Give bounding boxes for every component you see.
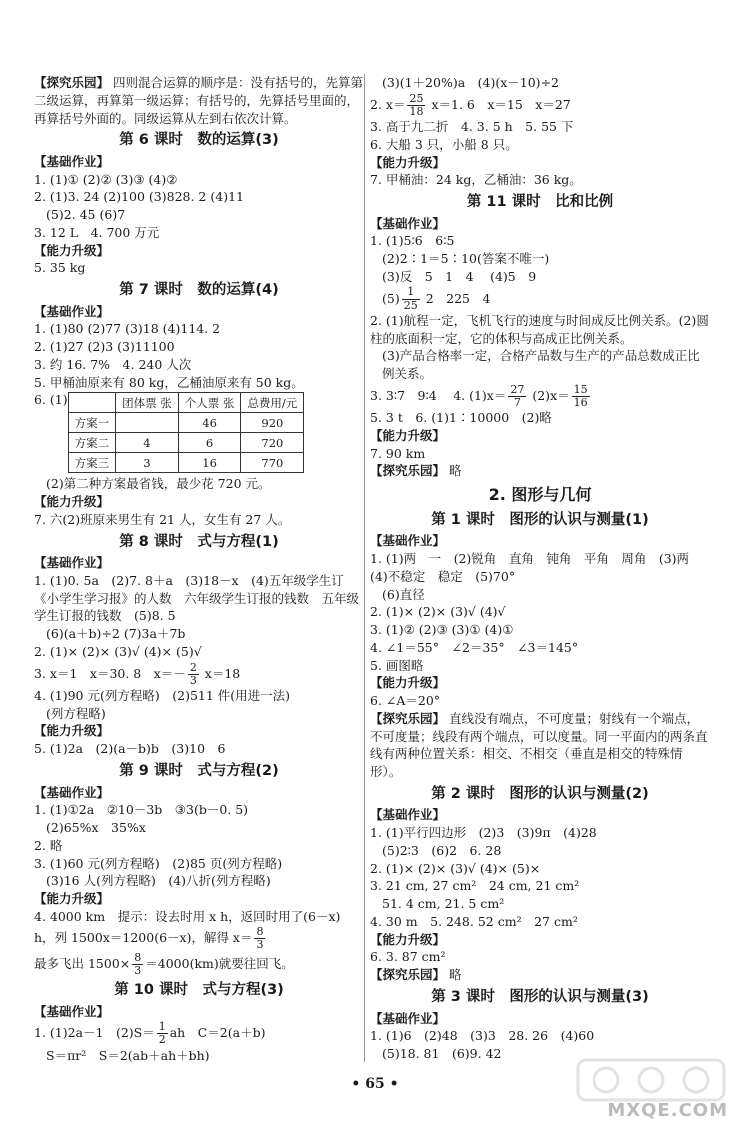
answer-line: 6. 3. 87 cm²: [370, 949, 446, 965]
answer-line: (5)2∶3 (6)2 6. 28: [382, 842, 502, 858]
denominator: 7: [513, 395, 521, 409]
geometry-lesson-2-title: 第 2 课时 图形的认识与测量(2): [431, 785, 649, 802]
answer-part: 2. x＝: [370, 96, 406, 112]
answer-line: 4. ∠1＝55° ∠2＝35° ∠3＝145°: [370, 639, 579, 655]
answer-part: (3)反 5 1 4: [382, 268, 474, 284]
answer-part: 4. (1)x＝: [453, 387, 507, 403]
fraction: [188, 662, 199, 687]
denominator: 18: [409, 104, 424, 118]
explore-line: [370, 966, 710, 984]
answer-line: (3)(1＋20%)a (4)(x－10)÷2: [382, 75, 559, 90]
numerator: 15: [573, 382, 588, 396]
answer-line: (5)18. 81 (6)9. 42: [382, 1046, 502, 1062]
basic-tag: 【基础作业】: [34, 555, 110, 571]
ability-tag: 【能力升级】: [370, 675, 446, 691]
answer-line: 6. ∠A＝20°: [370, 693, 441, 709]
lesson-11-title: 第 11 课时 比和比例: [466, 194, 614, 210]
table-row: [68, 453, 304, 473]
answer-part: 最多飞出 1500×: [34, 955, 131, 971]
basic-tag: 【基础作业】: [370, 1010, 446, 1026]
answer-line: (2)2∶1＝5∶10(答案不唯一): [382, 251, 550, 267]
denominator: 16: [573, 395, 588, 409]
answer-line: (2)65%x 35%x: [46, 820, 146, 836]
answer-line: 7. 90 km: [370, 445, 426, 461]
answer-line: 2. (1)× (2)× (3)√ (4)× (5)×: [370, 860, 541, 876]
answer-line: 4. 30 m 5. 248. 52 cm² 27 cm²: [370, 913, 578, 929]
fraction: [402, 286, 420, 311]
answer-line: (3)产品合格率一定，合格产品数与生产的产品总数成正比例关系。: [382, 348, 700, 382]
answer-line: 5. (1)2a (2)(a－b)b (3)10 6: [34, 741, 226, 757]
explore-tag: 【探究乐园】: [370, 463, 446, 479]
explore-text: 略: [449, 463, 462, 479]
ability-tag: 【能力升级】: [34, 891, 110, 907]
answer-part: 3. x＝1 x＝30. 8 x＝－: [34, 665, 186, 681]
ability-tag: 【能力升级】: [370, 427, 446, 443]
answer-part: x＝1. 6 x＝15 x＝27: [431, 96, 571, 112]
answer-line: 1. (1)两 一 (2)锐角 直角 钝角 平角 周角 (3)两 (4)不稳定 稳定 (5)70°: [370, 551, 702, 584]
table-cell: 4: [116, 433, 179, 453]
fraction: [157, 1021, 168, 1046]
answer-line: 5. 甲桶油原来有 80 kg，乙桶油原来有 50 kg。: [34, 374, 304, 390]
ability-tag: 【能力升级】: [34, 494, 110, 510]
numerator: 27: [510, 382, 525, 396]
answer-line: [34, 661, 364, 687]
answer-part: (5): [382, 290, 400, 306]
answer-line: 1. (1)6 (2)48 (3)3 28. 26 (4)60: [370, 1028, 595, 1044]
table-header-cell: [68, 393, 116, 413]
table-cell: 方案一: [68, 413, 116, 433]
table-cell: [116, 413, 179, 433]
answer-line: 3. (1)② (2)③ (3)① (4)①: [370, 622, 514, 638]
numerator: 8: [256, 924, 264, 938]
table-cell: 方案二: [68, 433, 116, 453]
answer-line: 3. (1)60 元(列方程略) (2)85 页(列方程略): [34, 855, 283, 871]
lesson-6-title: 第 6 课时 数的运算(3): [119, 132, 279, 149]
fraction: [572, 384, 590, 409]
explore-line: [370, 462, 710, 480]
fraction: [407, 93, 425, 118]
table-cell: 46: [178, 413, 241, 433]
denominator: 3: [189, 673, 197, 687]
answer-part: 3. 3∶7 9∶4: [370, 387, 437, 403]
answer-line: 2. (1)航程一定，飞机飞行的速度与时间成反比例关系。(2)圆柱的底面积一定，它的体积与高成正比例关系。: [370, 312, 709, 346]
answer-line: 1. (1)平行四边形 (2)3 (3)9π (4)28: [370, 825, 597, 841]
ability-tag: 【能力升级】: [34, 242, 110, 258]
answer-line: 3. 12 L 4. 700 万元: [34, 224, 160, 240]
answer-line: 2. (1)× (2)× (3)√ (4)× (5)√: [34, 643, 202, 659]
table-header-cell: 总费用/元: [241, 393, 304, 413]
answer-line: 2. (1)27 (2)3 (3)11100: [34, 339, 175, 355]
answer-line: 3. 21 cm, 27 cm² 24 cm, 21 cm²: [370, 878, 580, 894]
explore-paragraph: [370, 710, 710, 781]
explore-tag: 【探究乐园】: [370, 967, 446, 983]
watermark-text: MXQE.COM: [607, 1100, 728, 1121]
table-cell: 770: [241, 453, 304, 473]
explore-paragraph: [34, 74, 364, 127]
basic-tag: 【基础作业】: [34, 303, 110, 319]
numerator: 1: [158, 1020, 166, 1034]
answer-line: (3)16 人(列方程略) (4)八折(列方程略): [46, 873, 271, 889]
answer-part: 1. (1)2a－1 (2)S＝: [34, 1025, 155, 1041]
answer-line: 1. (1)0. 5a (2)7. 8＋a (3)18－x (4)五年级学生订《小学生学习报》的人数 六年级学生订报的钱数 五年级学生订报的钱数 (5)8. 5: [34, 572, 360, 624]
answer-line: [34, 625, 364, 643]
answer-line: 2. (1)× (2)× (3)√ (4)√: [370, 604, 506, 620]
ability-tag: 【能力升级】: [370, 931, 446, 947]
denominator: 3: [134, 963, 142, 977]
chapter-title: 2. 图形与几何: [488, 485, 592, 505]
answer-line: 5. 画图略: [370, 657, 424, 673]
answer-line: 51. 4 cm, 21. 5 cm²: [382, 896, 505, 912]
answer-part: (4)5 9: [490, 268, 537, 284]
fraction: [508, 384, 526, 409]
answer-line: 5. 35 kg: [34, 260, 86, 276]
answer-line: (6)直径: [382, 586, 425, 602]
answer-line: 1. (1)① (2)② (3)③ (4)②: [34, 171, 178, 187]
answer-line: [34, 951, 364, 977]
numerator: 1: [402, 286, 420, 299]
explore-text: 略: [449, 967, 462, 983]
answer-line: (2)第二种方案最省钱，最少花 720 元。: [46, 476, 271, 492]
answer-line: [34, 908, 364, 951]
lesson-8-title: 第 8 课时 式与方程(1): [119, 533, 279, 550]
answer-line: 3. 约 16. 7% 4. 240 人次: [34, 356, 192, 372]
answer-part: ＝4000(km)就要往回飞。: [145, 955, 294, 971]
answer-line: [370, 383, 710, 409]
geometry-lesson-1-title: 第 1 课时 图形的认识与测量(1): [431, 511, 649, 528]
basic-tag: 【基础作业】: [34, 784, 110, 800]
lesson-7-title: 第 7 课时 数的运算(4): [119, 282, 279, 299]
table-header-row: [68, 393, 304, 413]
table-cell: 920: [241, 413, 304, 433]
basic-tag: 【基础作业】: [370, 215, 446, 231]
answer-line: [34, 1020, 364, 1046]
table-cell: 6: [178, 433, 241, 453]
answer-part: (6)(a＋b)÷2: [46, 626, 120, 642]
numerator: 25: [409, 91, 424, 105]
table-cell: 3: [116, 453, 179, 473]
answer-line: 1. (1)①2a ②10－3b ③3(b－0. 5): [34, 802, 249, 818]
fraction: [254, 926, 265, 951]
answer-line: [370, 92, 710, 118]
table-header-cell: 个人票 张: [178, 393, 241, 413]
table-cell: 方案三: [68, 453, 116, 473]
answer-part: ah C＝2(a＋b): [169, 1025, 266, 1041]
lesson-9-title: 第 9 课时 式与方程(2): [119, 762, 279, 779]
table-row: [68, 413, 304, 433]
fraction: [132, 952, 143, 977]
denominator: 25: [403, 298, 418, 312]
left-column: [34, 74, 364, 1064]
answer-line: 2. (1)3. 24 (2)100 (3)828. 2 (4)11: [34, 189, 244, 205]
explore-text: 四则混合运算的顺序是：没有括号的，先算第二级运算，再算第一级运算；有括号的，先算括号里面的，再算括号外面的。同级运算从左到右依次计算。: [34, 75, 364, 126]
answer-line: 4. (1)90 元(列方程略) (2)511 件(用进一法): [34, 687, 291, 703]
answer-line: 6. 大船 3 只，小船 8 只。: [370, 136, 518, 152]
ability-tag: 【能力升级】: [370, 154, 446, 170]
explore-tag: 【探究乐园】: [34, 75, 110, 90]
answer-line: 1. (1)5∶6 6∶5: [370, 233, 455, 249]
column-divider: [364, 74, 365, 1062]
table-row: [68, 433, 304, 453]
table-cell: 16: [178, 453, 241, 473]
answer-part: 4. 4000 km 提示：设去时用 x h，返回时用了(6－x) h，列 1500x＝1200(6－x)，解得 x＝: [34, 908, 341, 945]
explore-tag: 【探究乐园】: [370, 710, 446, 726]
basic-tag: 【基础作业】: [34, 1003, 110, 1019]
answer-line: 2. 略: [34, 837, 63, 853]
denominator: 3: [256, 937, 264, 951]
answer-line: S＝πr² S＝2(ab＋ah＋bh): [46, 1047, 210, 1063]
answer-part: x＝18: [204, 665, 241, 681]
numerator: 2: [189, 660, 197, 674]
q6-label: 6. (1): [34, 392, 68, 408]
right-column: [370, 74, 710, 1063]
ability-tag: 【能力升级】: [34, 723, 110, 739]
answer-part: 2 225 4: [425, 290, 491, 306]
answer-line: (列方程略): [46, 705, 106, 721]
answer-part: (7)3a＋7b: [123, 626, 186, 642]
q6-block: [34, 391, 364, 475]
geometry-lesson-3-title: 第 3 课时 图形的认识与测量(3): [431, 988, 649, 1005]
answer-line: (5)2. 45 (6)7: [46, 207, 126, 223]
answer-line: [370, 286, 710, 312]
basic-tag: 【基础作业】: [370, 533, 446, 549]
basic-tag: 【基础作业】: [370, 807, 446, 823]
answer-line: 3. 高于九二折 4. 3. 5 h 5. 55 下: [370, 119, 574, 134]
table-cell: 720: [241, 433, 304, 453]
answer-line: 7. 六(2)班原来男生有 21 人，女生有 27 人。: [34, 511, 291, 527]
answer-line: 1. (1)80 (2)77 (3)18 (4)114. 2: [34, 321, 221, 337]
answer-line: [370, 268, 710, 286]
answer-part: (2)x＝: [532, 387, 570, 403]
page-number: • 65 •: [351, 1076, 399, 1092]
answer-line: 7. 甲桶油：24 kg，乙桶油：36 kg。: [370, 172, 582, 188]
table-header-cell: 团体票 张: [116, 393, 179, 413]
numerator: 8: [134, 950, 142, 964]
denominator: 2: [158, 1033, 166, 1047]
basic-tag: 【基础作业】: [34, 153, 110, 169]
lesson-10-title: 第 10 课时 式与方程(3): [114, 982, 284, 998]
explore-text: 直线没有端点，不可度量；射线有一个端点，不可度量；线段有两个端点，可以度量。同一平面内的两条直线有两种位置关系：相交、不相交（垂直是相交的特殊情形）。: [370, 710, 708, 780]
ticket-table: [68, 392, 305, 473]
answer-line: 5. 3 t 6. (1)1∶10000 (2)略: [370, 410, 552, 426]
